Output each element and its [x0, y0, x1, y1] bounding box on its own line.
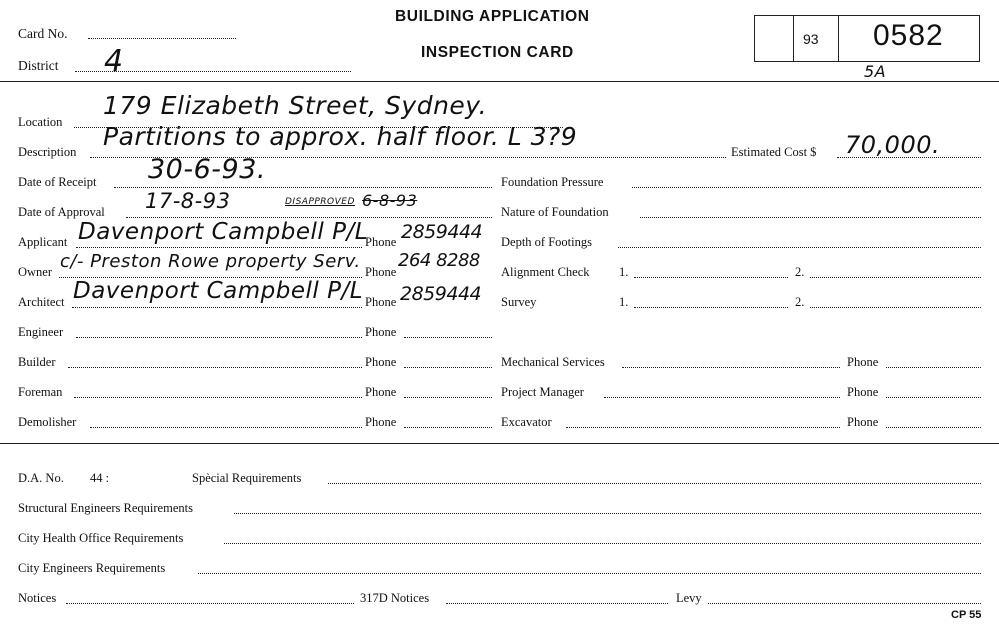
survey-num2: 2.	[795, 295, 805, 309]
demolisher-phone-dots	[404, 427, 492, 428]
excavator-phone-label: Phone	[847, 415, 879, 429]
owner-phone-value: 264 8288	[398, 250, 480, 271]
architect-phone-value: 2859444	[400, 283, 482, 305]
city-engineers-dots	[198, 573, 981, 574]
applicant-phone-value: 2859444	[401, 221, 483, 243]
header-rule	[0, 81, 999, 82]
notices-317d-label: 317D Notices	[360, 591, 430, 605]
date-of-approval-label: Date of Approval	[18, 205, 105, 219]
demolisher-phone-label: Phone	[365, 415, 397, 429]
middle-rule	[0, 443, 999, 444]
disapproved-stamp: DISAPPROVED	[285, 197, 355, 207]
architect-dots	[72, 307, 362, 308]
project-manager-phone-dots	[886, 397, 981, 398]
builder-phone-dots	[404, 367, 492, 368]
builder-label: Builder	[18, 355, 56, 369]
project-manager-phone-label: Phone	[847, 385, 879, 399]
special-requirements-dots	[328, 483, 981, 484]
mechanical-services-label: Mechanical Services	[501, 355, 605, 369]
notices-label: Notices	[18, 591, 57, 605]
demolisher-dots	[90, 427, 362, 428]
alignment-check-label: Alignment Check	[501, 265, 590, 279]
structural-engineers-dots	[234, 513, 981, 514]
card-no-label: Card No.	[18, 26, 68, 41]
builder-phone-label: Phone	[365, 355, 397, 369]
applicant-value: Davenport Campbell P/L	[78, 219, 369, 245]
project-manager-dots	[604, 397, 840, 398]
date-of-receipt-label: Date of Receipt	[18, 175, 97, 189]
owner-label: Owner	[18, 265, 53, 279]
engineer-dots	[76, 337, 362, 338]
card-year: 93	[803, 31, 819, 47]
district-value: 4	[104, 44, 124, 79]
excavator-label: Excavator	[501, 415, 552, 429]
engineer-phone-label: Phone	[365, 325, 397, 339]
location-label: Location	[18, 115, 63, 129]
levy-label: Levy	[676, 591, 702, 605]
engineer-label: Engineer	[18, 325, 64, 339]
title-line2: INSPECTION CARD	[421, 44, 574, 61]
box-divider-1	[793, 15, 794, 62]
title-line1: BUILDING APPLICATION	[395, 8, 590, 25]
alignment-check-dots-2	[810, 277, 981, 278]
depth-of-footings-label: Depth of Footings	[501, 235, 592, 249]
survey-label: Survey	[501, 295, 537, 309]
city-engineers-label: City Engineers Requirements	[18, 561, 166, 575]
location-value: 179 Elizabeth Street, Sydney.	[103, 91, 488, 120]
description-value: Partitions to approx. half floor. L 3?9	[103, 122, 578, 151]
nature-of-foundation-label: Nature of Foundation	[501, 205, 609, 219]
foreman-phone-dots	[404, 397, 492, 398]
mechanical-services-phone-label: Phone	[847, 355, 879, 369]
excavator-phone-dots	[886, 427, 981, 428]
da-no-value: 44 :	[90, 471, 110, 485]
mechanical-services-dots	[622, 367, 840, 368]
description-label: Description	[18, 145, 77, 159]
estimated-cost-value: 70,000.	[845, 131, 941, 159]
estimated-cost-label: Estimated Cost $	[731, 145, 817, 159]
date-of-receipt-value: 30-6-93.	[148, 154, 266, 185]
district-label: District	[18, 58, 59, 73]
structural-engineers-label: Structural Engineers Requirements	[18, 501, 193, 515]
notices-dots	[66, 603, 354, 604]
card-no-dots	[88, 38, 236, 39]
applicant-dots	[76, 247, 362, 248]
engineer-phone-dots	[404, 337, 492, 338]
alignment-check-num1: 1.	[619, 265, 629, 279]
foundation-pressure-dots	[632, 187, 981, 188]
card-number-note: 5A	[864, 62, 887, 81]
survey-dots-2	[810, 307, 981, 308]
mechanical-services-phone-dots	[886, 367, 981, 368]
excavator-dots	[566, 427, 840, 428]
applicant-phone-label: Phone	[365, 235, 397, 249]
special-requirements-label: Spècial Requirements	[192, 471, 302, 485]
architect-value: Davenport Campbell P/L	[73, 278, 364, 304]
foundation-pressure-label: Foundation Pressure	[501, 175, 604, 189]
date-of-approval-value: 17-8-93	[145, 189, 231, 213]
survey-dots-1	[634, 307, 788, 308]
da-no-label: D.A. No.	[18, 471, 64, 485]
card-number-box	[754, 15, 980, 62]
alignment-check-dots-1	[634, 277, 788, 278]
levy-dots	[708, 603, 981, 604]
survey-num1: 1.	[619, 295, 629, 309]
applicant-label: Applicant	[18, 235, 68, 249]
date-of-approval-dots	[126, 217, 492, 218]
demolisher-label: Demolisher	[18, 415, 77, 429]
builder-dots	[68, 367, 362, 368]
date-of-receipt-dots	[114, 187, 492, 188]
foreman-phone-label: Phone	[365, 385, 397, 399]
nature-of-foundation-dots	[640, 217, 981, 218]
foreman-label: Foreman	[18, 385, 63, 399]
owner-value: c/- Preston Rowe property Serv.	[60, 251, 361, 272]
city-health-dots	[224, 543, 981, 544]
notices-317d-dots	[446, 603, 668, 604]
project-manager-label: Project Manager	[501, 385, 584, 399]
architect-phone-label: Phone	[365, 295, 397, 309]
depth-of-footings-dots	[618, 247, 981, 248]
architect-label: Architect	[18, 295, 65, 309]
form-code: CP 55	[951, 609, 982, 621]
box-divider-2	[838, 15, 839, 62]
city-health-label: City Health Office Requirements	[18, 531, 184, 545]
owner-phone-label: Phone	[365, 265, 397, 279]
disapproved-date: 6-8-93	[362, 191, 418, 210]
card-number: 0582	[873, 19, 944, 52]
foreman-dots	[74, 397, 362, 398]
alignment-check-num2: 2.	[795, 265, 805, 279]
